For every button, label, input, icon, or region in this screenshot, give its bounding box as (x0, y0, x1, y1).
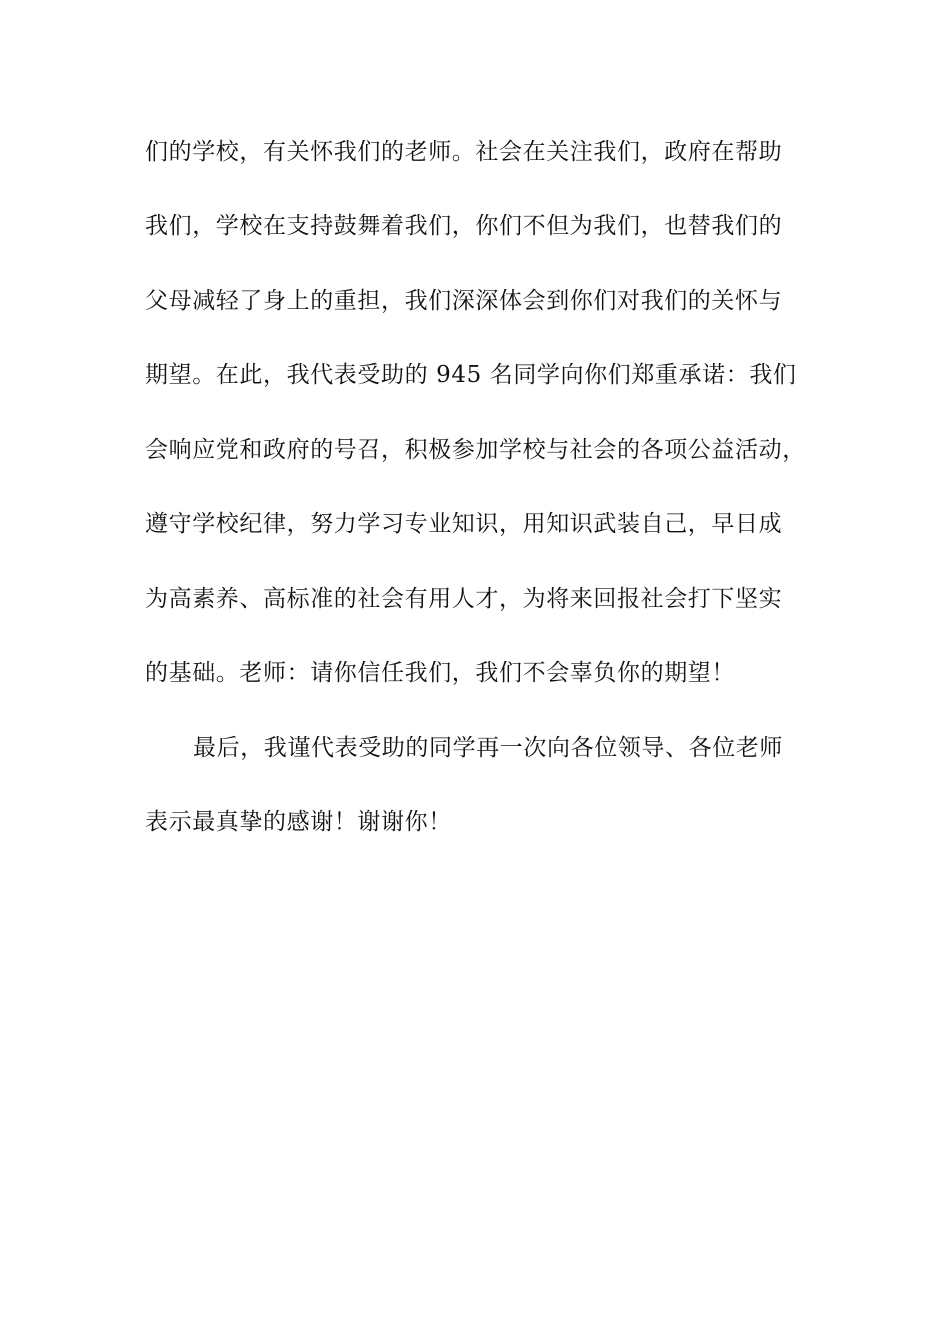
paragraph-line-6: 遵守学校纪律，努力学习专业知识，用知识武装自己，早日成 (145, 511, 783, 537)
closing-paragraph-line-1: 最后，我谨代表受助的同学再一次向各位领导、各位老师 (193, 735, 783, 761)
paragraph-line-4: 期望。在此，我代表受助的 945 名同学向你们郑重承诺：我们 (145, 362, 797, 388)
paragraph-line-1: 们的学校，有关怀我们的老师。社会在关注我们，政府在帮助 (145, 139, 783, 165)
paragraph-line-2: 我们，学校在支持鼓舞着我们，你们不但为我们，也替我们的 (145, 213, 783, 239)
paragraph-line-8: 的基础。老师：请你信任我们，我们不会辜负你的期望！ (145, 660, 735, 686)
paragraph-line-5: 会响应党和政府的号召，积极参加学校与社会的各项公益活动， (145, 437, 806, 463)
paragraph-line-7: 为高素养、高标准的社会有用人才，为将来回报社会打下坚实 (145, 586, 783, 612)
closing-paragraph-line-2: 表示最真挚的感谢！谢谢你！ (145, 809, 452, 835)
paragraph-line-3: 父母减轻了身上的重担，我们深深体会到你们对我们的关怀与 (145, 288, 783, 314)
